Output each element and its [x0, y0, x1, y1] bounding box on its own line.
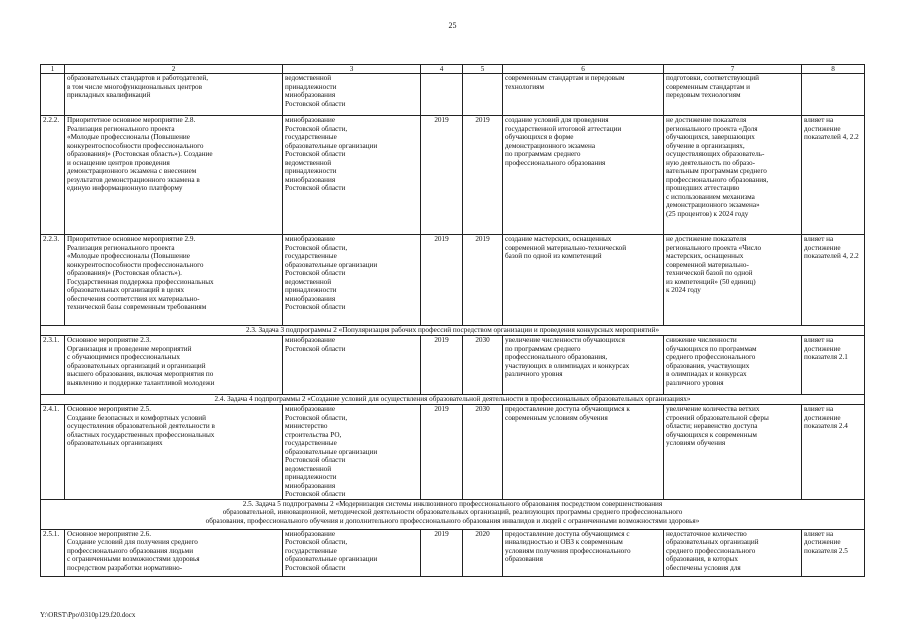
- column-number-row: [41, 65, 865, 74]
- cell-expected-result: создание мастерских, оснащенных современной материально-технической базой по одной из компетенций: [503, 235, 664, 326]
- cell-indicator-link: влияет на достижение показателя 2.1: [802, 336, 865, 395]
- table-row: [41, 405, 865, 500]
- cell-end-year: 2020: [463, 529, 503, 576]
- page-number: 25: [448, 21, 457, 30]
- cell-start-year: 2019: [421, 405, 463, 500]
- column-number: 8: [802, 65, 865, 74]
- file-path-footer: Y:\ORST\Ppo\0310p129.f20.docx: [40, 611, 136, 619]
- column-number: 2: [65, 65, 283, 74]
- cell-measure: Приоритетное основное мероприятие 2.8. Реализация регионального проекта «Молодые профессионалы (Повышение конкурентоспособности профессионального образования)» (Ростовская область»). Создание и оснащение центров проведения демонстрационного экзамена с внесением результатов демонстрационного экзамена в единую информационную платформу: [65, 116, 283, 235]
- column-number: 3: [283, 65, 421, 74]
- cell-executor: минобразование Ростовской области: [283, 336, 421, 395]
- cell-measure: Приоритетное основное мероприятие 2.9. Реализация регионального проекта «Молодые профессионалы (Повышение конкурентоспособности профессионального образования)» (Ростовская область»). Государственная поддержка профессиональных образовательных организаций в целях обеспечения соответствия их материально- технической базы современным требованиям: [65, 235, 283, 326]
- cell-consequences: увеличение количества ветхих строений образовательной сферы области; неравенство доступа обучающихся к современным условиям обучения: [664, 405, 802, 500]
- cell-consequences: подготовки, соответствующий современным стандартам и передовым технологиям: [664, 74, 802, 116]
- cell-measure: Основное мероприятие 2.5. Создание безопасных и комфортных условий осуществления образовательной деятельности в областных государственных профессиональных образовательных организациях: [65, 405, 283, 500]
- column-number: 5: [463, 65, 503, 74]
- cell-consequences: недостаточное количество образовательных организаций среднего профессионального образования, в которых обеспечены условия для: [664, 529, 802, 576]
- cell-indicator-link: [802, 74, 865, 116]
- column-number: 1: [41, 65, 65, 74]
- table-row: [41, 529, 865, 576]
- column-number: 7: [664, 65, 802, 74]
- cell-expected-result: предоставление доступа обучающимся к современным условиям обучения: [503, 405, 664, 500]
- cell-consequences: снижение численности обучающихся по программам среднего профессионального образования, участвующих в олимпиадах и конкурсах различного уровня: [664, 336, 802, 395]
- column-number: 6: [503, 65, 664, 74]
- table-row: [41, 74, 865, 116]
- task-heading-row: [41, 499, 865, 529]
- cell-number: 2.3.1.: [41, 336, 65, 395]
- cell-measure: образовательных стандартов и работодателей, в том числе многофункциональных центров прикладных квалификаций: [65, 74, 283, 116]
- cell-measure: Основное мероприятие 2.6. Создание условий для получения среднего профессионального образования людьми с ограниченными возможностями здоровья посредством разработки нормативно-: [65, 529, 283, 576]
- program-measures-table: [40, 64, 865, 577]
- table-row: [41, 336, 865, 395]
- cell-measure: Основное мероприятие 2.3. Организация и проведение мероприятий с обучающимися профессиональных образовательных организаций и организаций высшего образования, включая мероприятия по выявлению и поддержке талантливой молодежи: [65, 336, 283, 395]
- column-number: 4: [421, 65, 463, 74]
- table-row: [41, 116, 865, 235]
- table-row: [41, 235, 865, 326]
- cell-start-year: 2019: [421, 336, 463, 395]
- task-heading: 2.3. Задача 3 подпрограммы 2 «Популяризация рабочих профессий посредством организации и проведения конкурсных мероприятий»: [41, 326, 865, 336]
- cell-end-year: 2030: [463, 405, 503, 500]
- task-heading: 2.4. Задача 4 подпрограммы 2 «Создание условий для осуществления образовательной деятельности в профессиональных образовательных организациях»: [41, 395, 865, 405]
- cell-executor: минобразование Ростовской области, государственные образовательные организации Ростовской области ведомственной принадлежности минобразования Ростовской области: [283, 235, 421, 326]
- cell-number: 2.2.2.: [41, 116, 65, 235]
- cell-number: 2.4.1.: [41, 405, 65, 500]
- cell-end-year: 2030: [463, 336, 503, 395]
- cell-number: [41, 74, 65, 116]
- cell-start-year: 2019: [421, 529, 463, 576]
- cell-start-year: 2019: [421, 235, 463, 326]
- cell-indicator-link: влияет на достижение показателей 4, 2.2: [802, 235, 865, 326]
- cell-end-year: 2019: [463, 235, 503, 326]
- cell-start-year: [421, 74, 463, 116]
- task-heading-row: [41, 326, 865, 336]
- cell-indicator-link: влияет на достижение показателя 2.4: [802, 405, 865, 500]
- cell-end-year: [463, 74, 503, 116]
- cell-executor: минобразование Ростовской области, государственные образовательные организации Ростовской области: [283, 529, 421, 576]
- cell-expected-result: создание условий для проведения государственной итоговой аттестации обучающихся в форме демонстрационного экзамена по программам среднего профессионального образования: [503, 116, 664, 235]
- cell-executor: минобразование Ростовской области, государственные образовательные организации Ростовской области ведомственной принадлежности минобразования Ростовской области: [283, 116, 421, 235]
- task-heading-row: [41, 395, 865, 405]
- cell-end-year: 2019: [463, 116, 503, 235]
- cell-start-year: 2019: [421, 116, 463, 235]
- cell-expected-result: увеличение численности обучающихся по программам среднего профессионального образования, участвующих в олимпиадах и конкурсах различного уровня: [503, 336, 664, 395]
- cell-indicator-link: влияет на достижение показателя 2.5: [802, 529, 865, 576]
- cell-expected-result: предоставление доступа обучающимся с инвалидностью и ОВЗ к современным условиям получения профессионального образования: [503, 529, 664, 576]
- task-heading: 2.5. Задача 5 подпрограммы 2 «Модернизация системы инклюзивного профессионального образования посредством совершенствования образовательной, инновационной, методической деятельности образовательных организаций, реализующих программы среднего профессионального образования, профессионального обучения и дополнительного профессионального образования инвалидов и людей с ограниченными возможностями здоровья»: [41, 499, 865, 529]
- cell-executor: ведомственной принадлежности минобразования Ростовской области: [283, 74, 421, 116]
- cell-expected-result: современным стандартам и передовым технологиям: [503, 74, 664, 116]
- cell-indicator-link: влияет на достижение показателей 4, 2.2: [802, 116, 865, 235]
- cell-consequences: не достижение показателя регионального проекта «Доля обучающихся, завершающих обучение в организациях, осуществляющих образователь- ную деятельность по образо- вательным программам среднего профессионального образования, прошедших аттестацию с использованием механизма демонстрационного экзамена» (25 процентов) к 2024 году: [664, 116, 802, 235]
- cell-number: 2.2.3.: [41, 235, 65, 326]
- cell-executor: минобразование Ростовской области, министерство строительства РО, государственные образовательные организации Ростовской области ведомственной принадлежности минобразования Ростовской области: [283, 405, 421, 500]
- cell-number: 2.5.1.: [41, 529, 65, 576]
- cell-consequences: не достижение показателя регионального проекта «Число мастерских, оснащенных современной материально- технической базой по одной из компетенций» (50 единиц) к 2024 году: [664, 235, 802, 326]
